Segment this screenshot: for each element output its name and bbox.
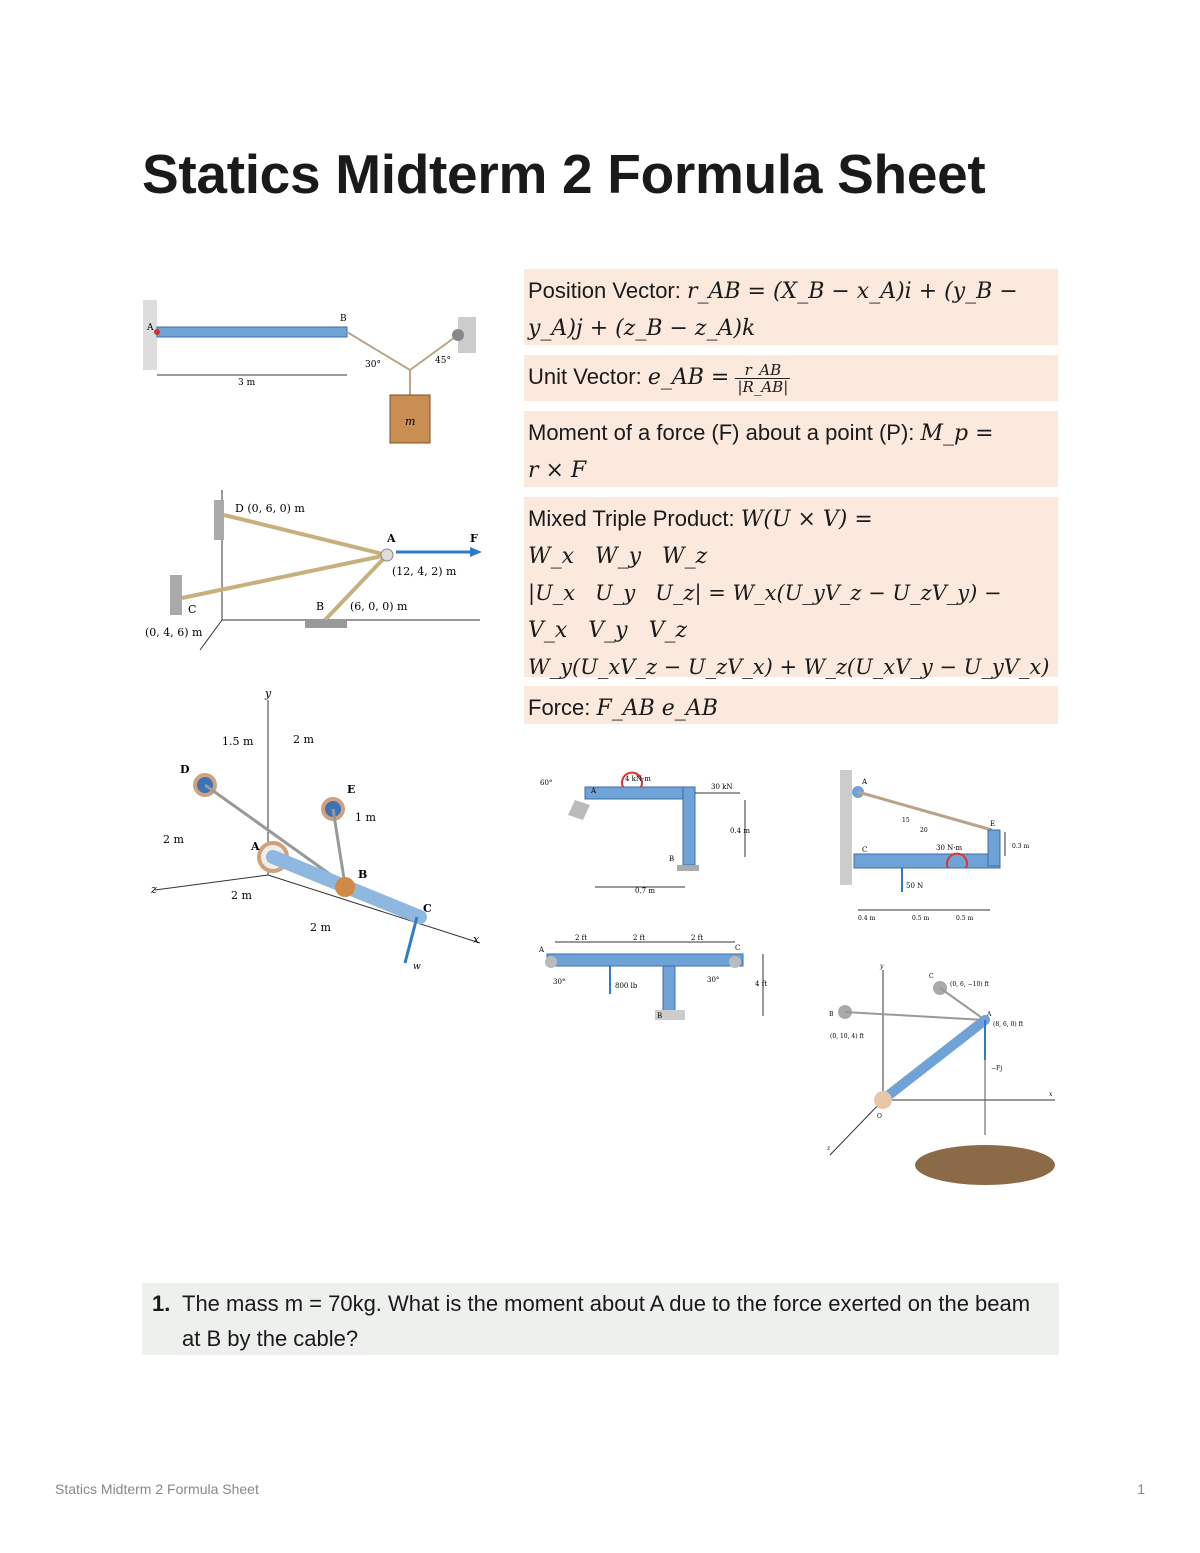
label-e: E — [990, 820, 996, 828]
label-b-coord: (0, 10, 4) ft — [830, 1033, 865, 1040]
label-c: C — [929, 973, 934, 980]
label-b: B — [316, 600, 325, 613]
post — [988, 830, 1000, 866]
page-title: Statics Midterm 2 Formula Sheet — [142, 143, 986, 205]
label-d1: 1.5 m — [222, 735, 254, 748]
logs — [915, 1145, 1055, 1185]
label-h: 4 ft — [755, 980, 768, 988]
position-label: Position Vector: — [528, 278, 687, 303]
triple-product-box — [524, 497, 1058, 677]
label-h: 0.4 m — [730, 827, 750, 835]
cable — [858, 792, 992, 830]
label-d1: 2 ft — [575, 934, 588, 942]
collar-b — [335, 877, 355, 897]
page-number: 1 — [1137, 1481, 1145, 1497]
support-b — [305, 620, 347, 628]
label-angle: 60° — [540, 779, 553, 787]
unit-label: Unit Vector: — [528, 364, 648, 389]
beam — [854, 854, 1000, 868]
force-eq: F_AB e_AB — [596, 696, 718, 721]
label-x: x — [473, 933, 480, 946]
bar-horizontal — [585, 787, 695, 799]
label-c: C — [423, 902, 432, 915]
triple-label: Mixed Triple Product: — [528, 506, 741, 531]
position-eq-2: y_A)j + (z_B − z_A)k — [528, 316, 756, 341]
triple-row-2: |U_x U_y U_z| = W_x(U_yV_z − U_zV_y) − — [528, 581, 1002, 605]
label-angle-1: 30° — [553, 978, 566, 986]
label-b: B — [340, 314, 347, 324]
question-block — [142, 1283, 1059, 1355]
label-moment: 4 kN·m — [625, 775, 651, 783]
beam — [547, 954, 743, 966]
label-f: F — [470, 532, 478, 545]
unit-lhs: e_AB = — [647, 365, 730, 390]
label-b: B — [657, 1012, 663, 1020]
moment-box — [524, 411, 1058, 487]
label-force: 30 kN — [711, 783, 733, 791]
label-load: 800 lb — [615, 982, 638, 990]
label-angle-1: 30° — [365, 360, 381, 370]
boom — [885, 1020, 985, 1098]
label-z: z — [151, 883, 157, 896]
support-a — [545, 956, 557, 968]
label-a: A — [147, 323, 154, 333]
cable-be — [333, 809, 345, 885]
label-d6: 2 m — [310, 921, 331, 934]
label-force: 50 N — [906, 882, 924, 890]
label-b: B — [669, 855, 675, 863]
figure-bent-bar — [535, 765, 765, 895]
label-a: A — [387, 532, 396, 545]
unit-vector-box — [524, 355, 1058, 401]
unit-numerator: r_AB — [735, 362, 790, 379]
bar-vertical — [683, 787, 695, 865]
pin-o — [874, 1091, 892, 1109]
wall — [840, 770, 852, 885]
roller-b — [677, 865, 699, 871]
triple-row-3: V_x V_y V_z — [528, 618, 688, 643]
label-c-coord: (0, 4, 6) m — [145, 626, 203, 639]
force-box — [524, 686, 1058, 724]
figure-l-frame — [840, 770, 1035, 925]
label-d2: 2 ft — [633, 934, 646, 942]
label-d: D — [180, 763, 190, 776]
label-o: O — [877, 1113, 882, 1120]
label-force: −Fj — [991, 1065, 1003, 1072]
label-d3: 2 ft — [691, 934, 704, 942]
force-label: Force: — [528, 695, 597, 720]
label-a-coord: (8, 6, 0) ft — [993, 1021, 1024, 1028]
rope-ac — [182, 555, 387, 598]
label-c-coord: (0, 6, −10) ft — [950, 981, 990, 988]
triple-row-1: W_x W_y W_z — [528, 544, 708, 569]
label-x: x — [1049, 1091, 1053, 1098]
label-angle-2: 30° — [707, 976, 720, 984]
label-d4: 2 m — [163, 833, 184, 846]
cable-ac — [940, 988, 985, 1020]
position-vector-box — [524, 269, 1058, 345]
label-b: B — [829, 1011, 834, 1018]
label-c: C — [188, 603, 197, 616]
label-w: w — [413, 962, 421, 972]
label-a: A — [591, 787, 597, 795]
label-d2: 0.5 m — [912, 915, 930, 922]
label-a-coord: (12, 4, 2) m — [392, 565, 457, 578]
figure-t-frame — [535, 930, 775, 1030]
label-slope-1: 15 — [902, 817, 910, 824]
label-d2: 2 m — [293, 733, 314, 746]
label-c: C — [735, 944, 741, 952]
wall-left — [143, 300, 157, 370]
moment-eq-2: r × F — [528, 458, 587, 483]
label-y: y — [265, 687, 272, 700]
question-text: The mass m = 70kg. What is the moment about A due to the force exerted on the beam at B by the cable? — [182, 1291, 1031, 1351]
force-w — [405, 917, 417, 963]
figure-beam-mass — [140, 295, 480, 450]
footer-title: Statics Midterm 2 Formula Sheet — [55, 1481, 259, 1497]
cable-ab — [845, 1012, 985, 1020]
label-b-coord: (6, 0, 0) m — [350, 600, 408, 613]
label-d3: 1 m — [355, 811, 376, 824]
axis-z — [200, 620, 222, 650]
position-eq-1: r_AB = (X_B − x_A)i + (y_B − — [686, 279, 1018, 304]
figure-3d-pole — [145, 685, 485, 975]
figure-3d-cables — [140, 480, 485, 655]
label-z: z — [827, 1145, 831, 1152]
label-d: D (0, 6, 0) m — [235, 502, 305, 515]
point-a — [381, 549, 393, 561]
axis-x — [268, 875, 480, 943]
label-d1: 0.4 m — [858, 915, 876, 922]
axis-z — [830, 1100, 883, 1155]
rope-ad — [224, 515, 387, 555]
label-mass: m — [405, 415, 416, 428]
moment-label: Moment of a force (F) about a point (P): — [528, 420, 921, 445]
triple-row-4: W_y(U_xV_z − U_zV_x) + W_z(U_xV_y − U_yV_x) — [528, 655, 1050, 679]
label-c: C — [862, 846, 868, 854]
pin-support-a — [568, 800, 590, 820]
stem — [663, 966, 675, 1012]
label-slope-2: 20 — [920, 827, 928, 834]
label-a: A — [987, 1011, 992, 1018]
figure-3d-boom — [825, 960, 1060, 1190]
label-e: E — [347, 783, 356, 796]
pulley — [452, 329, 464, 341]
force-arrowhead — [470, 547, 482, 557]
label-d5: 2 m — [231, 889, 252, 902]
label-angle-2: 45° — [435, 356, 451, 366]
beam — [157, 327, 347, 337]
label-d3: 0.5 m — [956, 915, 974, 922]
point-a — [154, 329, 160, 335]
label-a: A — [862, 778, 868, 786]
support-c — [729, 956, 741, 968]
unit-fraction — [735, 362, 790, 395]
label-w: 0.7 m — [635, 887, 655, 895]
unit-denominator: |R_AB| — [737, 377, 789, 396]
label-y: y — [880, 963, 884, 970]
label-h: 0.3 m — [1012, 843, 1030, 850]
axis-z — [155, 875, 268, 890]
support-d — [214, 500, 224, 540]
triple-eq-1: W(U × V) = — [740, 507, 873, 532]
label-dist: 3 m — [238, 378, 256, 388]
label-a: A — [539, 946, 545, 954]
label-b: B — [358, 868, 368, 881]
label-a: A — [251, 840, 260, 853]
support-c — [170, 575, 182, 615]
question-number: 1. — [152, 1291, 171, 1316]
label-moment: 30 N·m — [936, 844, 963, 852]
moment-eq-1: M_p = — [920, 421, 994, 446]
